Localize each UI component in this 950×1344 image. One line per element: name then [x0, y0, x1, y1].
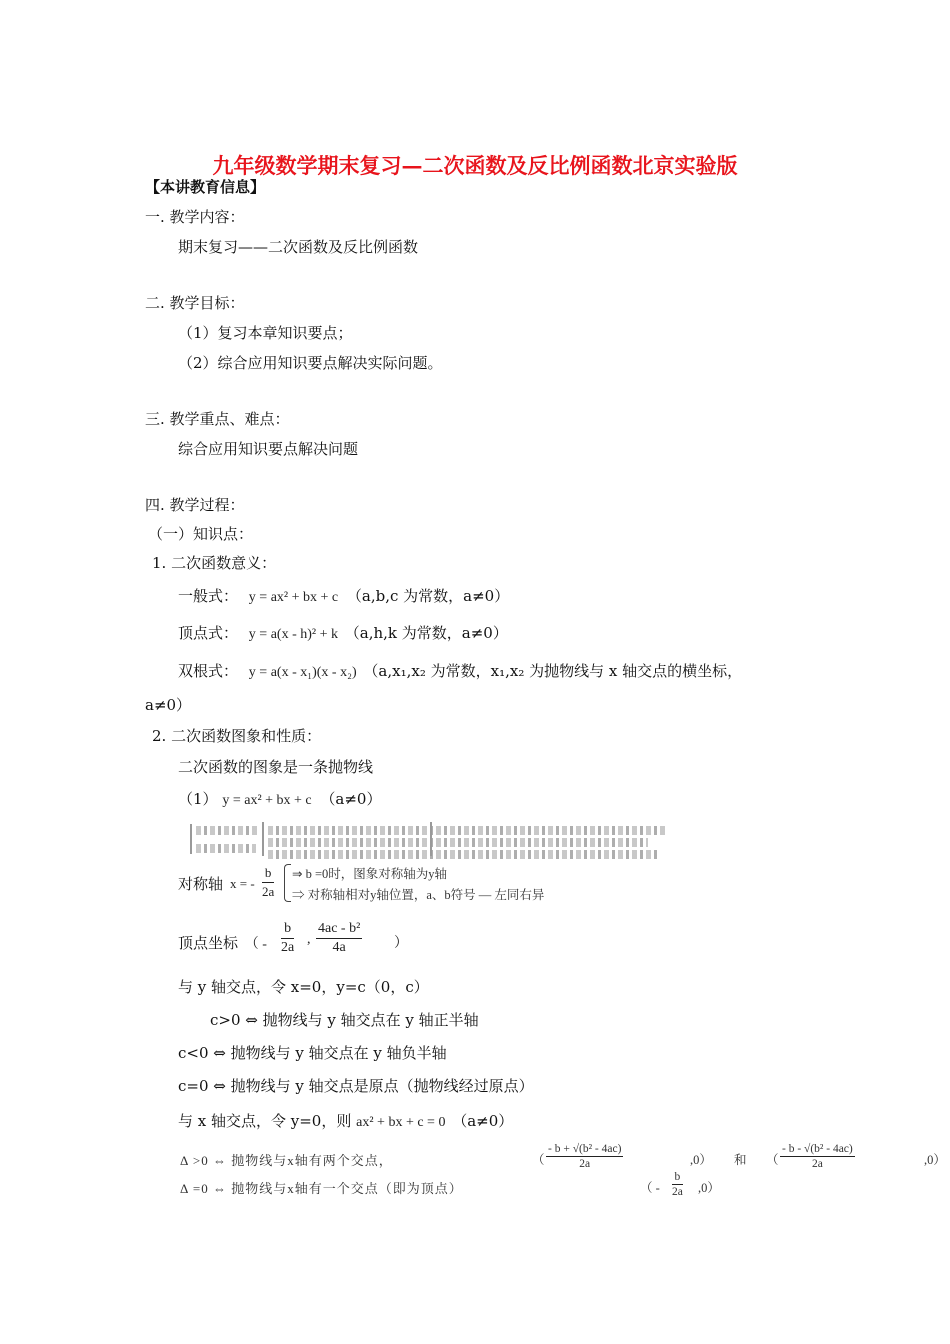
root-2-tail: ,0） [924, 1153, 946, 1167]
general-form-line [178, 585, 509, 606]
case-1-line [178, 788, 381, 809]
general-form-formula: y = ax² + bx + c [248, 590, 339, 605]
double-root-note: （a,x₁,x₂ 为常数，x₁,x₂ 为抛物线与 x 轴交点的横坐标， [363, 662, 743, 680]
vertex-coord-line [178, 932, 267, 953]
vertex-y-denominator: 4a [332, 940, 346, 955]
root-1-tail: ,0） [690, 1153, 712, 1167]
double-root-formula: y = a(x - x₁)(x - x₂) [248, 665, 357, 680]
delta-zero-tail: ,0） [698, 1181, 720, 1195]
delta-zero-condition: Δ =0 ⇔ 抛物线与x轴有一个交点（即为顶点） [180, 1181, 463, 1196]
case-1-formula: y = ax² + bx + c [222, 793, 312, 808]
root-2-fraction [780, 1142, 855, 1171]
y-intercept-line: 与 y 轴交点，令 x=0，y=c（0，c） [178, 978, 429, 996]
general-form-note: （a,b,c 为常数，a≠0） [346, 587, 510, 605]
axis-note-1: ⇒ b =0时，图象对称轴为y轴 [292, 867, 448, 881]
delta-positive-condition: Δ >0 ⇔ 抛物线与x轴有两个交点， [180, 1153, 393, 1168]
vertex-form-formula: y = a(x - h)² + k [248, 627, 338, 642]
vertex-x-denominator: 2a [281, 940, 295, 955]
vertex-close: ） [394, 936, 408, 951]
section-1-body: 期末复习——二次函数及反比例函数 [178, 238, 419, 256]
point-2-heading: 2. 二次函数图象和性质： [152, 727, 322, 745]
document-title: 九年级数学期末复习—二次函数及反比例函数北京实验版 [212, 153, 738, 178]
section-2-heading: 二. 教学目标： [145, 294, 245, 312]
vertex-form-label: 顶点式： [178, 624, 239, 642]
graph-statement: 二次函数的图象是一条抛物线 [178, 758, 374, 776]
double-root-line [178, 660, 742, 681]
vertex-y-numerator: 4ac - b² [316, 920, 362, 939]
section-1-heading: 一. 教学内容： [145, 208, 245, 226]
case-1-note: （a≠0） [320, 790, 382, 808]
double-root-note-cont: a≠0） [145, 696, 192, 714]
vertex-y-fraction [316, 920, 362, 957]
axis-numerator: b [262, 864, 274, 883]
general-form-label: 一般式： [178, 587, 239, 605]
case-1-prefix: （1） [178, 790, 218, 808]
and-word: 和 [734, 1153, 747, 1167]
root-2-denominator: 2a [811, 1158, 823, 1170]
root-1-denominator: 2a [579, 1158, 591, 1170]
axis-label: 对称轴 [178, 875, 224, 893]
objective-item: （1）复习本章知识要点； [178, 324, 353, 342]
subsection-heading: （一）知识点： [148, 525, 254, 543]
c-zero-line: c=0 ⇔ 抛物线与 y 轴交点是原点（抛物线经过原点） [178, 1077, 534, 1095]
root-1-numerator: - b + √(b² - 4ac) [548, 1143, 622, 1155]
section-header: 【本讲教育信息】 [145, 178, 266, 196]
double-root-label: 双根式： [178, 662, 239, 680]
vertex-form-note: （a,h,k 为常数，a≠0） [344, 624, 508, 642]
axis-denominator: 2a [262, 884, 275, 899]
x-intercept-line [178, 1110, 513, 1131]
delta-zero-fraction [672, 1170, 683, 1199]
vertex-coord-label: 顶点坐标 [178, 934, 239, 952]
delta-zero-denominator: 2a [672, 1186, 683, 1198]
c-negative-line: c<0 ⇔ 抛物线与 y 轴交点在 y 轴负半轴 [178, 1044, 447, 1062]
vertex-comma: , [307, 932, 311, 947]
point-1-heading: 1. 二次函数意义： [152, 554, 277, 572]
c-positive-line: c>0 ⇔ 抛物线与 y 轴交点在 y 轴正半轴 [210, 1011, 479, 1029]
x-intercept-note: （a≠0） [452, 1112, 514, 1130]
axis-fraction [262, 864, 274, 901]
section-3-body: 综合应用知识要点解决问题 [178, 440, 359, 458]
root-2-numerator: - b - √(b² - 4ac) [782, 1143, 853, 1155]
vertex-form-line [178, 622, 508, 643]
section-3-heading: 三. 教学重点、难点： [145, 410, 290, 428]
section-4-heading: 四. 教学过程： [145, 496, 245, 514]
delta-zero-numerator: b [672, 1170, 683, 1185]
objective-item: （2）综合应用知识要点解决实际问题。 [178, 354, 443, 372]
x-intercept-text: 与 x 轴交点，令 y=0，则 [178, 1112, 352, 1130]
x-intercept-formula: ax² + bx + c = 0 [356, 1115, 446, 1130]
delta-positive-open-paren-2: （ [766, 1153, 779, 1167]
vertex-x-fraction [281, 920, 294, 957]
axis-note-2: ⇒ 对称轴相对y轴位置，a、b符号 — 左同右异 [292, 888, 545, 902]
vertex-open: （ - [244, 937, 267, 952]
root-1-fraction [546, 1142, 623, 1171]
delta-zero-open-paren: （ - [640, 1181, 660, 1195]
axis-brace [284, 864, 291, 902]
vertex-x-numerator: b [281, 920, 294, 939]
delta-positive-open-paren: （ [532, 1153, 545, 1167]
axis-lhs: x = - [230, 876, 255, 891]
